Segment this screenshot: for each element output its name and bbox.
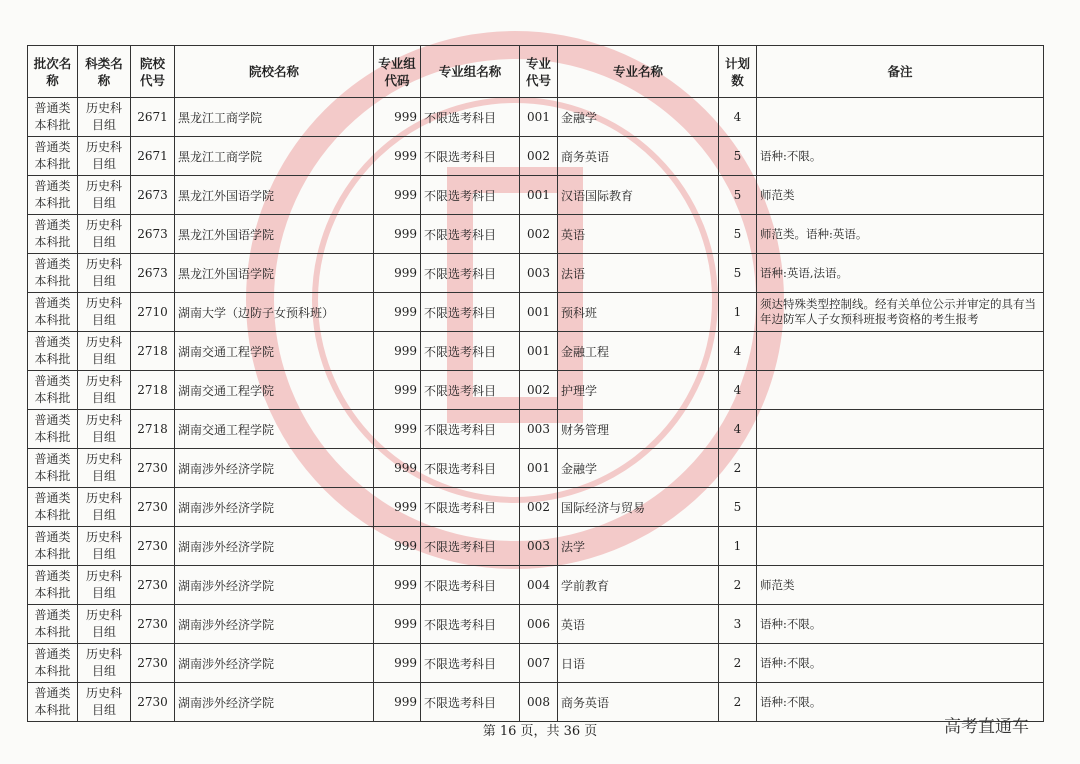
cell-major: 商务英语	[558, 137, 719, 176]
cell-school-code: 2718	[131, 410, 175, 449]
cell-group: 不限选考科目	[421, 332, 520, 371]
admission-plan-table	[27, 45, 1044, 722]
cell-group: 不限选考科目	[421, 293, 520, 332]
header-category: 科类名称	[78, 46, 131, 98]
cell-category: 历史科目组	[78, 644, 131, 683]
cell-plan: 5	[719, 137, 757, 176]
cell-major-code: 001	[520, 98, 558, 137]
cell-category: 历史科目组	[78, 527, 131, 566]
table-row	[28, 644, 1044, 683]
cell-major-code: 008	[520, 683, 558, 722]
cell-group: 不限选考科目	[421, 176, 520, 215]
cell-group: 不限选考科目	[421, 215, 520, 254]
cell-school: 湖南涉外经济学院	[175, 566, 374, 605]
cell-group-code: 999	[374, 527, 421, 566]
cell-group: 不限选考科目	[421, 605, 520, 644]
cell-group-code: 999	[374, 410, 421, 449]
table-row	[28, 488, 1044, 527]
cell-category: 历史科目组	[78, 98, 131, 137]
cell-plan: 4	[719, 332, 757, 371]
cell-group-code: 999	[374, 293, 421, 332]
cell-major: 法学	[558, 527, 719, 566]
cell-major-code: 001	[520, 176, 558, 215]
cell-note	[757, 410, 1044, 449]
cell-school: 湖南涉外经济学院	[175, 488, 374, 527]
table-row	[28, 137, 1044, 176]
cell-school-code: 2730	[131, 683, 175, 722]
cell-major: 法语	[558, 254, 719, 293]
cell-group: 不限选考科目	[421, 137, 520, 176]
cell-school-code: 2730	[131, 644, 175, 683]
cell-major-code: 002	[520, 488, 558, 527]
cell-major: 汉语国际教育	[558, 176, 719, 215]
cell-group: 不限选考科目	[421, 683, 520, 722]
cell-note: 语种:不限。	[757, 683, 1044, 722]
header-plan: 计划数	[719, 46, 757, 98]
cell-note: 须达特殊类型控制线。经有关单位公示并审定的具有当年边防军人子女预科班报考资格的考生报考	[757, 293, 1044, 332]
cell-major-code: 003	[520, 410, 558, 449]
cell-note: 语种:不限。	[757, 137, 1044, 176]
header-group-code: 专业组代码	[374, 46, 421, 98]
cell-batch: 普通类本科批	[28, 644, 78, 683]
cell-school: 湖南大学（边防子女预科班）	[175, 293, 374, 332]
cell-group-code: 999	[374, 176, 421, 215]
cell-batch: 普通类本科批	[28, 176, 78, 215]
cell-category: 历史科目组	[78, 488, 131, 527]
cell-batch: 普通类本科批	[28, 488, 78, 527]
cell-school-code: 2730	[131, 527, 175, 566]
cell-group-code: 999	[374, 566, 421, 605]
cell-major-code: 003	[520, 254, 558, 293]
cell-group: 不限选考科目	[421, 371, 520, 410]
cell-category: 历史科目组	[78, 137, 131, 176]
cell-plan: 5	[719, 254, 757, 293]
cell-plan: 4	[719, 98, 757, 137]
cell-major-code: 001	[520, 449, 558, 488]
cell-category: 历史科目组	[78, 293, 131, 332]
cell-school-code: 2673	[131, 215, 175, 254]
cell-category: 历史科目组	[78, 371, 131, 410]
cell-school: 湖南涉外经济学院	[175, 605, 374, 644]
cell-school-code: 2718	[131, 371, 175, 410]
header-school: 院校名称	[175, 46, 374, 98]
cell-plan: 5	[719, 488, 757, 527]
cell-school: 黑龙江工商学院	[175, 98, 374, 137]
cell-category: 历史科目组	[78, 176, 131, 215]
page-number: 第 16 页，共 36 页	[482, 724, 598, 739]
cell-major-code: 004	[520, 566, 558, 605]
cell-note	[757, 332, 1044, 371]
cell-school: 湖南涉外经济学院	[175, 644, 374, 683]
cell-batch: 普通类本科批	[28, 98, 78, 137]
cell-school: 湖南涉外经济学院	[175, 683, 374, 722]
cell-group-code: 999	[374, 605, 421, 644]
cell-batch: 普通类本科批	[28, 566, 78, 605]
cell-major-code: 002	[520, 137, 558, 176]
cell-major: 商务英语	[558, 683, 719, 722]
cell-note	[757, 488, 1044, 527]
table-row	[28, 293, 1044, 332]
cell-school: 黑龙江工商学院	[175, 137, 374, 176]
cell-plan: 2	[719, 683, 757, 722]
cell-batch: 普通类本科批	[28, 215, 78, 254]
cell-major-code: 002	[520, 215, 558, 254]
cell-group-code: 999	[374, 254, 421, 293]
cell-plan: 1	[719, 293, 757, 332]
cell-batch: 普通类本科批	[28, 683, 78, 722]
cell-batch: 普通类本科批	[28, 410, 78, 449]
cell-major: 财务管理	[558, 410, 719, 449]
cell-category: 历史科目组	[78, 605, 131, 644]
table-row	[28, 410, 1044, 449]
cell-major: 金融学	[558, 449, 719, 488]
cell-major: 护理学	[558, 371, 719, 410]
cell-major: 日语	[558, 644, 719, 683]
cell-category: 历史科目组	[78, 566, 131, 605]
cell-group: 不限选考科目	[421, 449, 520, 488]
cell-batch: 普通类本科批	[28, 293, 78, 332]
cell-group: 不限选考科目	[421, 644, 520, 683]
cell-major-code: 002	[520, 371, 558, 410]
cell-note: 师范类	[757, 176, 1044, 215]
table-row	[28, 254, 1044, 293]
cell-plan: 1	[719, 527, 757, 566]
table-row	[28, 215, 1044, 254]
cell-note: 师范类	[757, 566, 1044, 605]
cell-plan: 4	[719, 410, 757, 449]
cell-major: 预科班	[558, 293, 719, 332]
cell-school: 湖南涉外经济学院	[175, 527, 374, 566]
cell-group-code: 999	[374, 137, 421, 176]
header-school-code: 院校代号	[131, 46, 175, 98]
cell-school-code: 2710	[131, 293, 175, 332]
cell-batch: 普通类本科批	[28, 254, 78, 293]
cell-school-code: 2730	[131, 488, 175, 527]
cell-school-code: 2671	[131, 137, 175, 176]
cell-category: 历史科目组	[78, 332, 131, 371]
cell-school: 黑龙江外国语学院	[175, 254, 374, 293]
cell-note	[757, 527, 1044, 566]
cell-plan: 3	[719, 605, 757, 644]
cell-note: 语种:不限。	[757, 605, 1044, 644]
table-row	[28, 566, 1044, 605]
cell-batch: 普通类本科批	[28, 605, 78, 644]
cell-group: 不限选考科目	[421, 566, 520, 605]
table-row	[28, 605, 1044, 644]
cell-major: 英语	[558, 605, 719, 644]
header-major-code: 专业代号	[520, 46, 558, 98]
table-row	[28, 527, 1044, 566]
cell-group-code: 999	[374, 488, 421, 527]
cell-group-code: 999	[374, 371, 421, 410]
cell-group: 不限选考科目	[421, 410, 520, 449]
cell-category: 历史科目组	[78, 410, 131, 449]
cell-school-code: 2718	[131, 332, 175, 371]
cell-plan: 5	[719, 176, 757, 215]
cell-school-code: 2730	[131, 449, 175, 488]
cell-school: 黑龙江外国语学院	[175, 215, 374, 254]
cell-plan: 2	[719, 566, 757, 605]
cell-plan: 4	[719, 371, 757, 410]
cell-group-code: 999	[374, 98, 421, 137]
cell-major-code: 001	[520, 293, 558, 332]
cell-batch: 普通类本科批	[28, 449, 78, 488]
cell-major: 学前教育	[558, 566, 719, 605]
cell-batch: 普通类本科批	[28, 527, 78, 566]
cell-school: 湖南交通工程学院	[175, 410, 374, 449]
table-row	[28, 449, 1044, 488]
brand-watermark: 高考直通车	[944, 717, 1029, 737]
cell-note	[757, 371, 1044, 410]
table-row	[28, 176, 1044, 215]
cell-plan: 2	[719, 644, 757, 683]
cell-school-code: 2671	[131, 98, 175, 137]
table-row	[28, 371, 1044, 410]
cell-school: 湖南涉外经济学院	[175, 449, 374, 488]
cell-note: 语种:英语,法语。	[757, 254, 1044, 293]
table-row	[28, 683, 1044, 722]
cell-group-code: 999	[374, 683, 421, 722]
cell-major-code: 007	[520, 644, 558, 683]
cell-category: 历史科目组	[78, 449, 131, 488]
cell-school: 湖南交通工程学院	[175, 371, 374, 410]
header-note: 备注	[757, 46, 1044, 98]
cell-group: 不限选考科目	[421, 98, 520, 137]
header-batch: 批次名称	[28, 46, 78, 98]
cell-category: 历史科目组	[78, 215, 131, 254]
cell-group-code: 999	[374, 449, 421, 488]
cell-school: 湖南交通工程学院	[175, 332, 374, 371]
cell-school-code: 2673	[131, 176, 175, 215]
cell-note: 师范类。语种:英语。	[757, 215, 1044, 254]
cell-note: 语种:不限。	[757, 644, 1044, 683]
header-group: 专业组名称	[421, 46, 520, 98]
cell-major: 金融工程	[558, 332, 719, 371]
cell-major: 金融学	[558, 98, 719, 137]
cell-group-code: 999	[374, 644, 421, 683]
cell-note	[757, 98, 1044, 137]
cell-batch: 普通类本科批	[28, 332, 78, 371]
cell-school-code: 2673	[131, 254, 175, 293]
cell-group: 不限选考科目	[421, 254, 520, 293]
cell-note	[757, 449, 1044, 488]
cell-category: 历史科目组	[78, 683, 131, 722]
cell-group-code: 999	[374, 215, 421, 254]
cell-plan: 2	[719, 449, 757, 488]
cell-school-code: 2730	[131, 605, 175, 644]
cell-group: 不限选考科目	[421, 527, 520, 566]
cell-major-code: 006	[520, 605, 558, 644]
cell-group-code: 999	[374, 332, 421, 371]
cell-major-code: 003	[520, 527, 558, 566]
cell-school-code: 2730	[131, 566, 175, 605]
cell-category: 历史科目组	[78, 254, 131, 293]
header-major: 专业名称	[558, 46, 719, 98]
cell-batch: 普通类本科批	[28, 371, 78, 410]
cell-major: 英语	[558, 215, 719, 254]
cell-group: 不限选考科目	[421, 488, 520, 527]
table-row	[28, 98, 1044, 137]
cell-batch: 普通类本科批	[28, 137, 78, 176]
table-row	[28, 332, 1044, 371]
cell-school: 黑龙江外国语学院	[175, 176, 374, 215]
cell-major: 国际经济与贸易	[558, 488, 719, 527]
cell-major-code: 001	[520, 332, 558, 371]
cell-plan: 5	[719, 215, 757, 254]
